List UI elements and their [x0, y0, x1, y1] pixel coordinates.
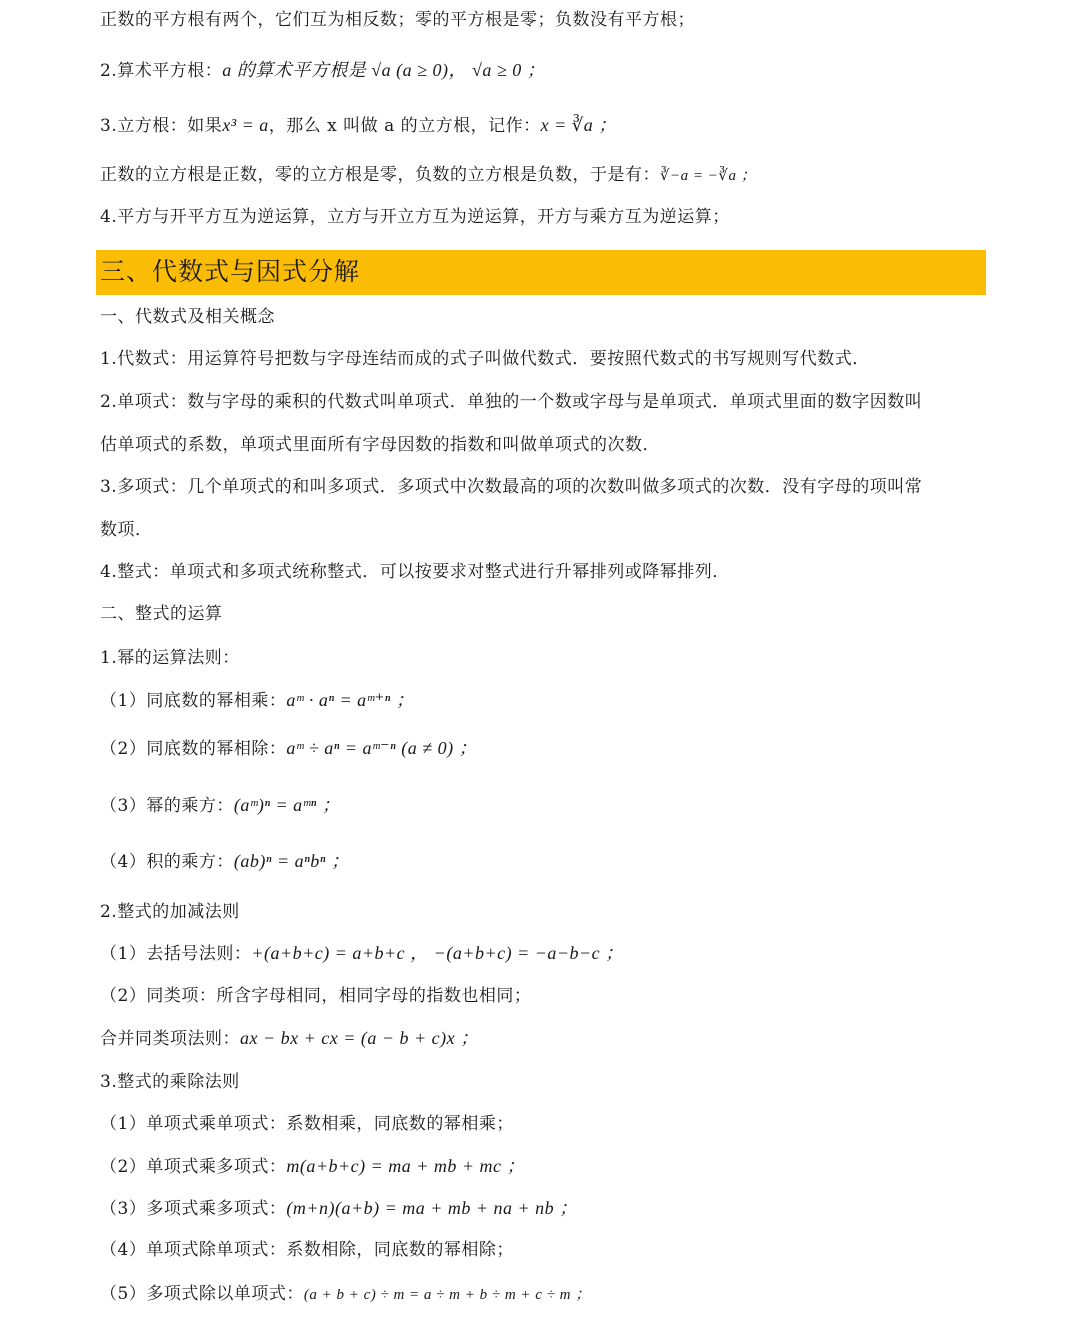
text-line: [100, 58, 1020, 83]
formula: ∛−a = −∛a ；: [660, 168, 757, 184]
formula: x = ∛a ；: [540, 115, 617, 135]
subsection-heading: 一、代数式及相关概念: [100, 307, 275, 327]
section-header: [96, 250, 986, 295]
text-line: [100, 736, 1020, 761]
text-line: 数项．: [100, 520, 153, 540]
item-label: 2.算术平方根：: [100, 61, 223, 81]
item-label: （2）单项式乘多项式：: [100, 1157, 287, 1177]
item-label: （5）多项式除以单项式：: [100, 1284, 304, 1304]
text-line: [100, 849, 1020, 874]
formula: ax − bx + cx = (a − b + c)x ；: [240, 1028, 479, 1048]
text-line: （4）单项式除单项式：系数相除，同底数的幂相除；: [100, 1240, 514, 1260]
formula: (a + b + c) ÷ m = a ÷ m + b ÷ m + c ÷ m ；: [303, 1287, 591, 1303]
formula: aᵐ ÷ aⁿ = aᵐ⁻ⁿ (a ≠ 0) ；: [286, 738, 478, 758]
item-label: （3）幂的乘方：: [100, 796, 234, 816]
section-title: 三、代数式与因式分解: [100, 257, 361, 286]
text-line: 3.整式的乘除法则: [100, 1072, 240, 1092]
formula: x³ = a: [222, 115, 269, 135]
text-line: [100, 163, 1020, 188]
item-label: （4）积的乘方：: [100, 852, 234, 872]
text-line: 4.平方与开平方互为逆运算，立方与开立方互为逆运算，开方与乘方互为逆运算；: [100, 207, 730, 227]
subsection-heading: 二、整式的运算: [100, 604, 223, 624]
formula: a 的算术平方根是 √a (a ≥ 0)， √a ≥ 0 ；: [222, 60, 546, 80]
formula: aᵐ · aⁿ = aᵐ⁺ⁿ ；: [286, 690, 415, 710]
item-label: （3）多项式乘多项式：: [100, 1199, 287, 1219]
text-line: [100, 688, 1020, 713]
text-line: （1）单项式乘单项式：系数相乘，同底数的幂相乘；: [100, 1114, 514, 1134]
text-line: 2.整式的加减法则: [100, 902, 240, 922]
item-label: 3.立方根：如果: [100, 116, 223, 136]
item-label: 合并同类项法则：: [100, 1029, 240, 1049]
formula: (ab)ⁿ = aⁿbⁿ ；: [233, 851, 350, 871]
text-line: 2.单项式：数与字母的乘积的代数式叫单项式．单独的一个数或字母与是单项式．单项式里面的数字因数叫: [100, 392, 923, 412]
text-line: （2）同类项：所含字母相同，相同字母的指数也相同；: [100, 986, 532, 1006]
text-fragment: 正数的立方根是正数，零的立方根是零，负数的立方根是负数，于是有：: [100, 165, 660, 185]
text-line: [100, 1196, 1020, 1221]
text-line: [100, 113, 1020, 138]
formula: (aᵐ)ⁿ = aᵐⁿ ；: [233, 795, 341, 815]
formula: (m+n)(a+b) = ma + mb + na + nb ；: [286, 1198, 578, 1218]
item-label: （1）同底数的幂相乘：: [100, 691, 287, 711]
item-label: （2）同底数的幂相除：: [100, 739, 287, 759]
text-line: 正数的平方根有两个，它们互为相反数；零的平方根是零；负数没有平方根；: [100, 10, 695, 30]
text-line: [100, 793, 1020, 818]
text-line: [100, 1026, 1020, 1051]
text-line: 4.整式：单项式和多项式统称整式．可以按要求对整式进行升幂排列或降幂排列．: [100, 562, 730, 582]
text-line: 估单项式的系数，单项式里面所有字母因数的指数和叫做单项式的次数．: [100, 435, 660, 455]
formula: m(a+b+c) = ma + mb + mc ；: [286, 1156, 526, 1176]
formula: +(a+b+c) = a+b+c ， −(a+b+c) = −a−b−c ；: [251, 943, 624, 963]
text-line: [100, 941, 1020, 966]
text-line: [100, 1282, 1020, 1307]
text-line: 1.代数式：用运算符号把数与字母连结而成的式子叫做代数式．要按照代数式的书写规则写代数式．: [100, 349, 870, 369]
text-line: 3.多项式：几个单项式的和叫多项式．多项式中次数最高的项的次数叫做多项式的次数．没有字母的项叫常: [100, 477, 923, 497]
text-line: [100, 1154, 1020, 1179]
item-label: （1）去括号法则：: [100, 944, 252, 964]
text-fragment: ，那么 x 叫做 a 的立方根，记作：: [268, 116, 541, 136]
text-line: 1.幂的运算法则：: [100, 648, 240, 668]
